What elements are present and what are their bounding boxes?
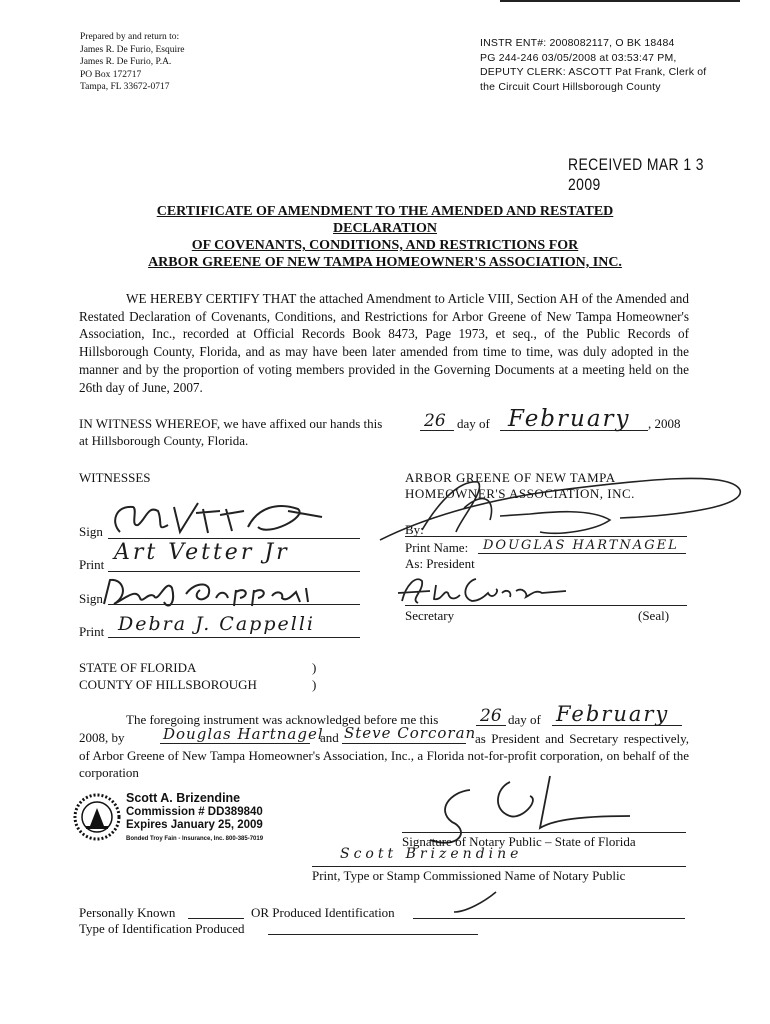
ack-name1: Douglas Hartnagel bbox=[163, 725, 324, 743]
witness-location: at Hillsborough County, Florida. bbox=[79, 433, 249, 448]
prepared-by-block bbox=[80, 31, 185, 94]
personally-known-label: Personally Known bbox=[79, 905, 176, 920]
id-type-label: Type of Identification Produced bbox=[79, 921, 245, 936]
title-line: OF COVENANTS, CONDITIONS, AND RESTRICTIONS FOR bbox=[191, 238, 579, 253]
id-type-line bbox=[268, 934, 478, 935]
witness-day: 26 bbox=[424, 411, 446, 431]
title-line: CERTIFICATE OF AMENDMENT TO THE AMENDED AND RESTATED bbox=[156, 204, 614, 219]
secretary-signature bbox=[396, 571, 576, 612]
witness-year: , 2008 bbox=[648, 416, 681, 431]
prepared-by-line: Prepared by and return to: bbox=[80, 32, 180, 42]
witness2-print-line bbox=[108, 637, 360, 638]
prepared-by-line: James R. De Furio, Esquire bbox=[80, 44, 185, 55]
venue-state: STATE OF FLORIDA bbox=[79, 660, 197, 675]
notary-signature-caption: Signature of Notary Public – State of Florida bbox=[402, 834, 636, 849]
ack-name2: Steve Corcoran bbox=[344, 724, 477, 742]
id-checkmark bbox=[450, 890, 500, 921]
ack-month: February bbox=[556, 702, 670, 726]
association-name-line1: ARBOR GREENE OF NEW TAMPA bbox=[405, 470, 616, 485]
notary-stamp-commission: Commission # DD389840 bbox=[126, 805, 263, 818]
ack-year-by: 2008, by bbox=[79, 730, 125, 745]
notary-stamp bbox=[72, 790, 292, 850]
document-title bbox=[100, 203, 670, 271]
notary-stamp-text bbox=[126, 792, 263, 846]
received-stamp: RECEIVED MAR 1 3 2009 bbox=[568, 155, 704, 194]
recording-line: INSTR ENT#: 2008082117, O BK 18484 bbox=[480, 37, 675, 49]
recording-line: PG 244-246 03/05/2008 at 03:53:47 PM, bbox=[480, 51, 677, 64]
title-line: DECLARATION bbox=[333, 221, 437, 236]
sign-label: Sign bbox=[79, 524, 103, 539]
notary-stamp-bonded: Bonded Troy Fain - Insurance, Inc. 800-385-7019 bbox=[126, 835, 264, 842]
recording-stamp bbox=[480, 36, 706, 94]
by-label: By: bbox=[405, 522, 424, 537]
seal-label: (Seal) bbox=[638, 608, 670, 623]
print-name-line bbox=[478, 553, 686, 554]
title-line: ARBOR GREENE OF NEW TAMPA HOMEOWNER'S ASSOCIATION, INC. bbox=[148, 255, 622, 270]
ack-and: and bbox=[320, 730, 339, 745]
sign-label: Sign bbox=[79, 591, 103, 606]
produced-id-label: OR Produced Identification bbox=[251, 905, 395, 920]
venue-bracket: ) bbox=[312, 660, 317, 675]
ack-body: as President and Secretary respectively, of Arbor Greene of New Tampa Homeowner's Association, Inc., a Florida not-for-profit corporation, on behalf of the corporation bbox=[79, 731, 689, 780]
president-printed-name: DOUGLAS HARTNAGEL bbox=[483, 538, 679, 553]
personally-known-line bbox=[188, 918, 244, 919]
notary-name-caption: Print, Type or Stamp Commissioned Name of Notary Public bbox=[312, 868, 626, 883]
as-president-label: As: President bbox=[405, 556, 475, 571]
notary-printed-name: Scott Brizendine bbox=[340, 846, 523, 862]
ack-intro: The foregoing instrument was acknowledged before me this bbox=[126, 712, 439, 727]
witness1-print-line bbox=[108, 571, 360, 572]
witness1-printed-name: Art Vetter Jr bbox=[114, 540, 290, 565]
state-seal-icon bbox=[72, 792, 122, 842]
witness-month: February bbox=[508, 406, 631, 432]
ack-day: 26 bbox=[480, 706, 502, 726]
print-name-label: Print Name: bbox=[405, 540, 469, 555]
witnesses-heading: WITNESSES bbox=[79, 470, 151, 485]
witness2-printed-name: Debra J. Cappelli bbox=[118, 613, 315, 635]
day-of-label: day of bbox=[457, 416, 490, 431]
notary-stamp-name: Scott A. Brizendine bbox=[126, 791, 241, 805]
recording-line: the Circuit Court Hillsborough County bbox=[480, 80, 661, 93]
secretary-label: Secretary bbox=[405, 608, 455, 623]
venue-bracket: ) bbox=[312, 677, 317, 692]
notary-name-line bbox=[312, 866, 686, 867]
notary-stamp-expires: Expires January 25, 2009 bbox=[126, 819, 263, 831]
association-name-line2: HOMEOWNER'S ASSOCIATION, INC. bbox=[405, 486, 635, 501]
ack-day-of: day of bbox=[508, 712, 541, 727]
top-rule bbox=[500, 0, 740, 2]
prepared-by-line: Tampa, FL 33672-0717 bbox=[80, 82, 170, 93]
recording-line: DEPUTY CLERK: ASCOTT Pat Frank, Clerk of bbox=[480, 66, 707, 78]
witness2-signature bbox=[96, 574, 336, 615]
witness-clause-prefix: IN WITNESS WHEREOF, we have affixed our hands this bbox=[79, 416, 383, 431]
certify-paragraph: WE HEREBY CERTIFY THAT the attached Amendment to Article VIII, Section AH of the Amended and Restated Declaration of Covenants, Conditions, and Restrictions for Arbor Greene of New Tampa Homeowner's Association, Inc., recorded at Official Records Book 8473, Page 1973, et seq., of the Public Records of Hillsborough County, Florida, and as may have been later amended from time to time, was duly adopted in the manner and by the proportion of voting members provided in the Governing Documents at a meeting held on the 26th day of June, 2007. bbox=[79, 291, 689, 395]
notary-sign-line bbox=[402, 832, 686, 833]
venue-county: COUNTY OF HILLSBOROUGH bbox=[79, 677, 257, 692]
print-label: Print bbox=[79, 557, 105, 572]
prepared-by-line: James R. De Furio, P.A. bbox=[80, 57, 172, 68]
print-label: Print bbox=[79, 624, 105, 639]
prepared-by-line: PO Box 172717 bbox=[80, 69, 142, 80]
